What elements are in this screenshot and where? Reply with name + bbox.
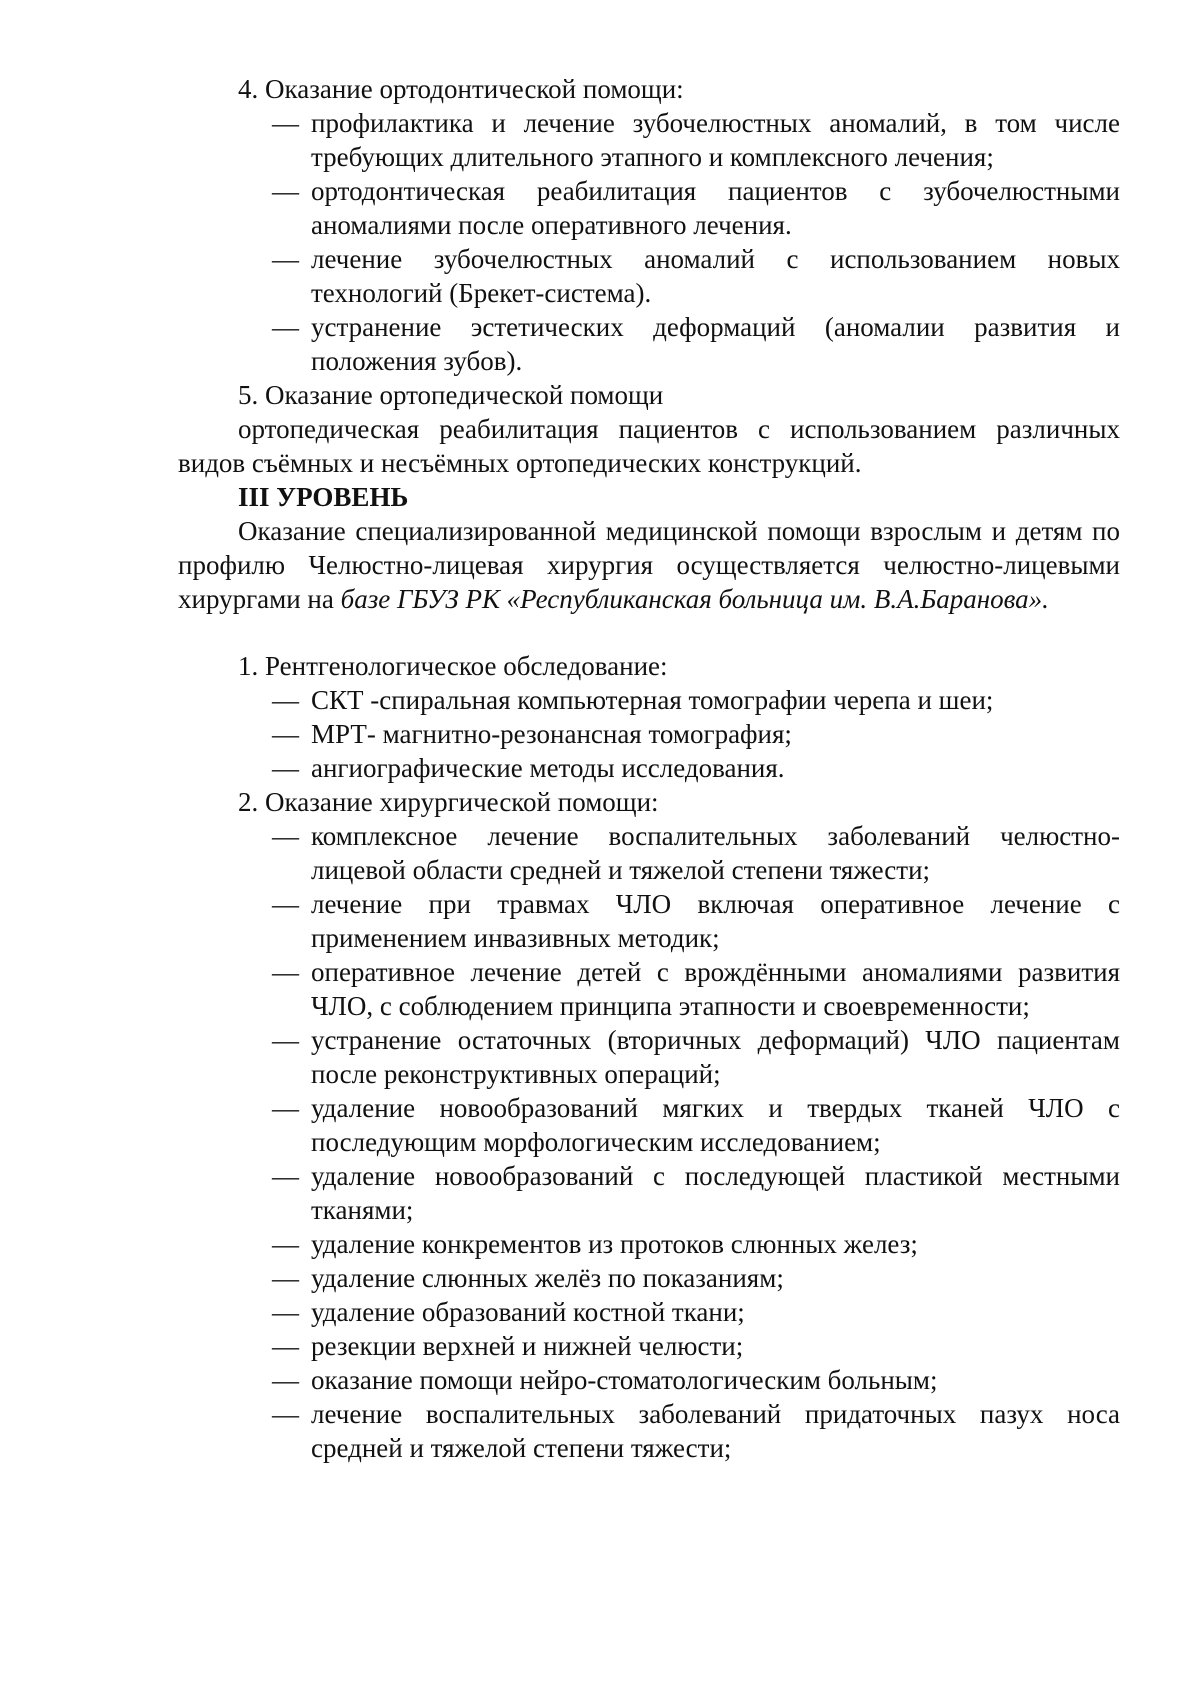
list-item-text: удаление новообразований с последующей пластикой местными тканями;: [311, 1161, 1120, 1225]
list-item-text: комплексное лечение воспалительных заболеваний челюстно-лицевой области средней и тяжелой степени тяжести;: [311, 821, 1120, 885]
level-3-intro-text: Оказание специализированной медицинской помощи взрослым и детям по профилю Челюстно-лицевая хирургия осуществляется челюстно-лицевыми хирургами на: [178, 516, 1120, 614]
list-item-text: ангиографические методы исследования.: [311, 753, 785, 783]
dash-bullet: —: [272, 1331, 299, 1361]
list-item: [178, 1261, 1120, 1295]
level-3-title: III УРОВЕНЬ: [238, 482, 409, 512]
list-item-text: оказание помощи нейро-стоматологическим больным;: [311, 1365, 938, 1395]
list-item: [178, 683, 1120, 717]
list-item: [178, 1397, 1120, 1465]
list-item-text: оперативное лечение детей с врождёнными аномалиями развития ЧЛО, с соблюдением принципа этапности и своевременности;: [311, 957, 1120, 1021]
list-item-text: устранение эстетических деформаций (аномалии развития и положения зубов).: [311, 312, 1120, 376]
dash-bullet: —: [272, 1399, 299, 1429]
list-item: [178, 955, 1120, 1023]
dash-bullet: —: [272, 719, 299, 749]
list-item: [178, 106, 1120, 174]
list-item: [178, 1295, 1120, 1329]
section-5-paragraph: ортопедическая реабилитация пациентов с использованием различных видов съёмных и несъёмных ортопедических конструкций.: [178, 414, 1120, 478]
section-5-heading: 5. Оказание ортопедической помощи: [238, 380, 664, 410]
dash-bullet: —: [272, 1161, 299, 1191]
dash-bullet: —: [272, 1093, 299, 1123]
list-item-text: СКТ -спиральная компьютерная томографии черепа и шеи;: [311, 685, 994, 715]
list-item-text: ортодонтическая реабилитация пациентов с зубочелюстными аномалиями после оперативного лечения.: [311, 176, 1120, 240]
list-item: [178, 242, 1120, 310]
list-item: [178, 819, 1120, 887]
dash-bullet: —: [272, 1297, 299, 1327]
hospital-name: базе ГБУЗ РК «Республиканская больница им. В.А.Баранова».: [340, 584, 1049, 614]
list-item-text: удаление новообразований мягких и твердых тканей ЧЛО с последующим морфологическим исследованием;: [311, 1093, 1120, 1157]
document-body: [178, 72, 1120, 1465]
list-item: [178, 1363, 1120, 1397]
list-item: [178, 1329, 1120, 1363]
list-item-text: удаление образований костной ткани;: [311, 1297, 745, 1327]
list-item: [178, 751, 1120, 785]
list-item-text: лечение при травмах ЧЛО включая оперативное лечение с применением инвазивных методик;: [311, 889, 1120, 953]
dash-bullet: —: [272, 753, 299, 783]
dash-bullet: —: [272, 176, 299, 206]
list-item-text: лечение воспалительных заболеваний придаточных пазух носа средней и тяжелой степени тяжести;: [311, 1399, 1120, 1463]
dash-bullet: —: [272, 685, 299, 715]
list-item: [178, 1227, 1120, 1261]
list-item: [178, 1023, 1120, 1091]
dash-bullet: —: [272, 312, 299, 342]
list-item: [178, 1159, 1120, 1227]
list-item-text: профилактика и лечение зубочелюстных аномалий, в том числе требующих длительного этапного и комплексного лечения;: [311, 108, 1120, 172]
list-item-text: удаление конкрементов из протоков слюнных желез;: [311, 1229, 918, 1259]
list-item: [178, 1091, 1120, 1159]
list-item-text: удаление слюнных желёз по показаниям;: [311, 1263, 784, 1293]
list-item: [178, 717, 1120, 751]
spacer: [178, 616, 1120, 649]
level-3-intro: [178, 514, 1120, 616]
list-item: [178, 887, 1120, 955]
dash-bullet: —: [272, 957, 299, 987]
dash-bullet: —: [272, 108, 299, 138]
dash-bullet: —: [272, 1229, 299, 1259]
dash-bullet: —: [272, 1025, 299, 1055]
dash-bullet: —: [272, 244, 299, 274]
list-item: [178, 174, 1120, 242]
list-item-text: МРТ- магнитно-резонансная томография;: [311, 719, 792, 749]
dash-bullet: —: [272, 1365, 299, 1395]
dash-bullet: —: [272, 889, 299, 919]
list-item: [178, 310, 1120, 378]
list-item-text: устранение остаточных (вторичных деформаций) ЧЛО пациентам после реконструктивных операций;: [311, 1025, 1120, 1089]
list-item-text: лечение зубочелюстных аномалий с использованием новых технологий (Брекет-система).: [311, 244, 1120, 308]
dash-bullet: —: [272, 821, 299, 851]
section-4-heading: 4. Оказание ортодонтической помощи:: [238, 74, 684, 104]
list-item-text: резекции верхней и нижней челюсти;: [311, 1331, 744, 1361]
dash-bullet: —: [272, 1263, 299, 1293]
level-3-section-2-heading: 2. Оказание хирургической помощи:: [238, 787, 659, 817]
level-3-section-1-heading: 1. Рентгенологическое обследование:: [238, 651, 668, 681]
